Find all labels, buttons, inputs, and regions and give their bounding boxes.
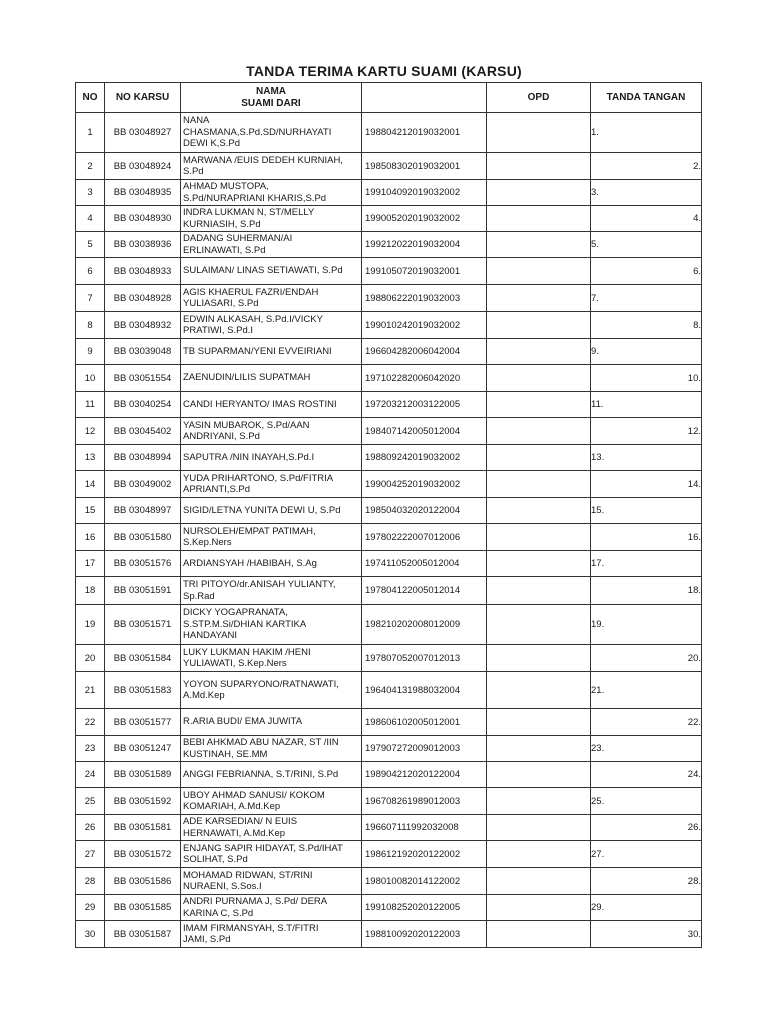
karsu-number: BB 03048935 xyxy=(105,180,181,206)
husband-name-line: MOHAMAD RIDWAN, ST/RINI xyxy=(183,869,313,881)
opd-cell xyxy=(487,418,591,445)
husband-name-line: YULIASARI, S.Pd xyxy=(183,298,259,309)
husband-name-line: DICKY YOGAPRANATA, xyxy=(183,607,288,619)
table-row xyxy=(76,921,702,948)
husband-name-cell xyxy=(181,605,362,645)
husband-name-line: AHMAD MUSTOPA, xyxy=(183,181,269,192)
signature-cell: 23. xyxy=(591,736,702,762)
employee-id: 197102282006042020 xyxy=(362,365,487,392)
row-number: 26 xyxy=(76,815,105,841)
table-row xyxy=(76,258,702,285)
husband-name-cell xyxy=(181,841,362,868)
signature-cell: 5. xyxy=(591,232,702,258)
husband-name-line: SAPUTRA /NIN INAYAH,S.Pd.I xyxy=(183,451,315,463)
husband-name-line: BEBI AHKMAD ABU NAZAR, ST /IIN xyxy=(183,737,339,748)
opd-cell xyxy=(487,709,591,736)
row-number: 25 xyxy=(76,788,105,815)
employee-id: 197804122005012014 xyxy=(362,577,487,605)
opd-cell xyxy=(487,605,591,645)
table-row xyxy=(76,365,702,392)
opd-cell xyxy=(487,551,591,577)
table-row xyxy=(76,471,702,498)
row-number: 3 xyxy=(76,180,105,206)
husband-name-cell xyxy=(181,709,362,736)
opd-cell xyxy=(487,895,591,921)
header-tanda-tangan: TANDA TANGAN xyxy=(591,83,702,113)
husband-name-line: YASIN MUBAROK, S.Pd/AAN xyxy=(183,419,310,431)
husband-name-line: YUDA PRIHARTONO, S.Pd/FITRIA xyxy=(183,472,334,484)
signature-cell: 21. xyxy=(591,672,702,709)
employee-id: 198809242019032002 xyxy=(362,445,487,471)
employee-id: 196607111992032008 xyxy=(362,815,487,841)
employee-id: 198810092020122003 xyxy=(362,921,487,948)
karsu-number: BB 03049002 xyxy=(105,471,181,498)
document-title: TANDA TERIMA KARTU SUAMI (KARSU) xyxy=(246,63,522,79)
employee-id: 199010242019032002 xyxy=(362,312,487,339)
karsu-number: BB 03048924 xyxy=(105,153,181,180)
husband-name-cell xyxy=(181,113,362,153)
table-row xyxy=(76,815,702,841)
karsu-number: BB 03048928 xyxy=(105,285,181,312)
employee-id: 196404131988032004 xyxy=(362,672,487,709)
husband-name-cell xyxy=(181,577,362,605)
husband-name-line: AGIS KHAERUL FAZRI/ENDAH xyxy=(183,286,319,298)
employee-id: 198904212020122004 xyxy=(362,762,487,788)
husband-name-line: LUKY LUKMAN HAKIM /HENI xyxy=(183,646,311,658)
table-row xyxy=(76,551,702,577)
husband-name-line: KURNIASIH, S.Pd xyxy=(183,218,261,230)
husband-name-cell xyxy=(181,921,362,948)
husband-name-cell xyxy=(181,762,362,788)
row-number: 27 xyxy=(76,841,105,868)
table-row xyxy=(76,788,702,815)
opd-cell xyxy=(487,736,591,762)
husband-name-line: KOMARIAH, A.Md.Kep xyxy=(183,801,281,812)
opd-cell xyxy=(487,206,591,232)
table-row xyxy=(76,153,702,180)
karsu-number: BB 03048933 xyxy=(105,258,181,285)
husband-name-cell xyxy=(181,339,362,365)
table-row xyxy=(76,605,702,645)
husband-name-line: CHASMANA,S.Pd.SD/NURHAYATI xyxy=(183,126,332,138)
husband-name-line: DADANG SUHERMAN/AI xyxy=(183,233,293,244)
signature-cell: 24. xyxy=(591,762,702,788)
karsu-number: BB 03048932 xyxy=(105,312,181,339)
karsu-number: BB 03051554 xyxy=(105,365,181,392)
row-number: 20 xyxy=(76,645,105,672)
karsu-number: BB 03051576 xyxy=(105,551,181,577)
header-no-karsu: NO KARSU xyxy=(105,83,181,113)
signature-cell: 4. xyxy=(591,206,702,232)
opd-cell xyxy=(487,258,591,285)
husband-name-cell xyxy=(181,868,362,895)
husband-name-cell xyxy=(181,153,362,180)
husband-name-line: APRIANTI,S.Pd xyxy=(183,484,251,495)
husband-name-cell xyxy=(181,180,362,206)
karsu-number: BB 03051589 xyxy=(105,762,181,788)
table-header-row xyxy=(76,83,702,113)
signature-cell: 3. xyxy=(591,180,702,206)
husband-name-line: ZAENUDIN/LILIS SUPATMAH xyxy=(183,372,311,384)
karsu-number: BB 03051586 xyxy=(105,868,181,895)
opd-cell xyxy=(487,645,591,672)
husband-name-line: NURSOLEH/EMPAT PATIMAH, xyxy=(183,525,316,537)
signature-cell: 11. xyxy=(591,392,702,418)
row-number: 17 xyxy=(76,551,105,577)
opd-cell xyxy=(487,232,591,258)
signature-cell: 7. xyxy=(591,285,702,312)
employee-id: 197411052005012004 xyxy=(362,551,487,577)
husband-name-line: ANGGI FEBRIANNA, S.T/RINI, S.Pd xyxy=(183,768,339,780)
husband-name-cell xyxy=(181,672,362,709)
karsu-number: BB 03051583 xyxy=(105,672,181,709)
header-nip xyxy=(362,83,487,113)
karsu-number: BB 03051581 xyxy=(105,815,181,841)
signature-cell: 9. xyxy=(591,339,702,365)
husband-name-cell xyxy=(181,206,362,232)
husband-name-cell xyxy=(181,815,362,841)
signature-cell: 26. xyxy=(591,815,702,841)
table-row xyxy=(76,498,702,524)
table-row xyxy=(76,339,702,365)
opd-cell xyxy=(487,524,591,551)
employee-id: 198612192020122002 xyxy=(362,841,487,868)
karsu-number: BB 03051587 xyxy=(105,921,181,948)
signature-cell: 12. xyxy=(591,418,702,445)
employee-id: 199108252020122005 xyxy=(362,895,487,921)
signature-cell: 13. xyxy=(591,445,702,471)
table-row xyxy=(76,577,702,605)
husband-name-line: S.Pd/NURAPRIANI KHARIS,S.Pd xyxy=(183,192,327,204)
opd-cell xyxy=(487,445,591,471)
karsu-number: BB 03040254 xyxy=(105,392,181,418)
husband-name-cell xyxy=(181,418,362,445)
table-row xyxy=(76,180,702,206)
husband-name-line: KUSTINAH, SE.MM xyxy=(183,748,268,760)
table-row xyxy=(76,895,702,921)
employee-id: 199104092019032002 xyxy=(362,180,487,206)
employee-id: 198806222019032003 xyxy=(362,285,487,312)
husband-name-line: ARDIANSYAH /HABIBAH, S.Ag xyxy=(183,557,317,569)
table-row xyxy=(76,206,702,232)
row-number: 13 xyxy=(76,445,105,471)
table-row xyxy=(76,762,702,788)
employee-id: 198407142005012004 xyxy=(362,418,487,445)
row-number: 4 xyxy=(76,206,105,232)
table-row xyxy=(76,232,702,258)
opd-cell xyxy=(487,153,591,180)
karsu-number: BB 03048927 xyxy=(105,113,181,153)
table-row xyxy=(76,113,702,153)
row-number: 28 xyxy=(76,868,105,895)
table-row xyxy=(76,868,702,895)
opd-cell xyxy=(487,788,591,815)
husband-name-line: S.Kep.Ners xyxy=(183,537,232,548)
row-number: 7 xyxy=(76,285,105,312)
husband-name-line: NANA xyxy=(183,115,210,127)
opd-cell xyxy=(487,113,591,153)
husband-name-line: UBOY AHMAD SANUSI/ KOKOM xyxy=(183,789,325,801)
husband-name-cell xyxy=(181,788,362,815)
husband-name-line: YOYON SUPARYONO/RATNAWATI, xyxy=(183,678,339,690)
husband-name-line: INDRA LUKMAN N, ST/MELLY xyxy=(183,207,315,218)
karsu-receipt-table xyxy=(75,82,702,948)
husband-name-cell xyxy=(181,258,362,285)
employee-id: 196604282006042004 xyxy=(362,339,487,365)
husband-name-cell xyxy=(181,312,362,339)
signature-cell: 28. xyxy=(591,868,702,895)
karsu-number: BB 03051571 xyxy=(105,605,181,645)
opd-cell xyxy=(487,921,591,948)
table-row xyxy=(76,418,702,445)
table-row xyxy=(76,524,702,551)
husband-name-line: HANDAYANI xyxy=(183,630,238,642)
table-row xyxy=(76,312,702,339)
row-number: 12 xyxy=(76,418,105,445)
husband-name-line: EDWIN ALKASAH, S.Pd.I/VICKY xyxy=(183,313,323,325)
husband-name-line: S.STP.M.Si/DHIAN KARTIKA xyxy=(183,618,307,630)
husband-name-cell xyxy=(181,471,362,498)
employee-id: 197907272009012003 xyxy=(362,736,487,762)
karsu-number: BB 03048930 xyxy=(105,206,181,232)
opd-cell xyxy=(487,498,591,524)
employee-id: 197807052007012013 xyxy=(362,645,487,672)
husband-name-line: YULIAWATI, S.Kep.Ners xyxy=(183,658,287,669)
karsu-number: BB 03051572 xyxy=(105,841,181,868)
row-number: 11 xyxy=(76,392,105,418)
header-nama xyxy=(181,83,362,113)
signature-cell: 20. xyxy=(591,645,702,672)
table-row xyxy=(76,645,702,672)
husband-name-cell xyxy=(181,498,362,524)
karsu-number: BB 03051247 xyxy=(105,736,181,762)
husband-name-line: ERLINAWATI, S.Pd xyxy=(183,244,266,256)
employee-id: 199105072019032001 xyxy=(362,258,487,285)
husband-name-line: CANDI HERYANTO/ IMAS ROSTINI xyxy=(183,398,337,410)
karsu-number: BB 03039048 xyxy=(105,339,181,365)
row-number: 9 xyxy=(76,339,105,365)
karsu-number: BB 03038936 xyxy=(105,232,181,258)
signature-cell: 8. xyxy=(591,312,702,339)
karsu-number: BB 03051592 xyxy=(105,788,181,815)
husband-name-line: KARINA C, S.Pd xyxy=(183,907,254,919)
husband-name-line: ANDRIYANI, S.Pd xyxy=(183,431,260,442)
opd-cell xyxy=(487,471,591,498)
employee-id: 198804212019032001 xyxy=(362,113,487,153)
karsu-number: BB 03048994 xyxy=(105,445,181,471)
signature-cell: 30. xyxy=(591,921,702,948)
signature-cell: 29. xyxy=(591,895,702,921)
husband-name-line: SOLIHAT, S.Pd xyxy=(183,854,248,865)
row-number: 6 xyxy=(76,258,105,285)
karsu-number: BB 03045402 xyxy=(105,418,181,445)
karsu-number: BB 03051584 xyxy=(105,645,181,672)
signature-cell: 18. xyxy=(591,577,702,605)
employee-id: 198504032020122004 xyxy=(362,498,487,524)
husband-name-line: MARWANA /EUIS DEDEH KURNIAH, xyxy=(183,154,343,166)
opd-cell xyxy=(487,339,591,365)
employee-id: 196708261989012003 xyxy=(362,788,487,815)
husband-name-line: ADE KARSEDIAN/ N EUIS xyxy=(183,816,298,827)
karsu-number: BB 03051591 xyxy=(105,577,181,605)
row-number: 18 xyxy=(76,577,105,605)
karsu-number: BB 03051577 xyxy=(105,709,181,736)
husband-name-line: IMAM FIRMANSYAH, S.T/FITRI xyxy=(183,922,319,934)
table-row xyxy=(76,285,702,312)
opd-cell xyxy=(487,841,591,868)
row-number: 1 xyxy=(76,113,105,153)
opd-cell xyxy=(487,312,591,339)
opd-cell xyxy=(487,180,591,206)
row-number: 24 xyxy=(76,762,105,788)
row-number: 14 xyxy=(76,471,105,498)
husband-name-line: NURAENI, S.Sos.I xyxy=(183,881,262,892)
husband-name-cell xyxy=(181,895,362,921)
husband-name-line: HERNAWATI, A.Md.Kep xyxy=(183,827,286,839)
husband-name-cell xyxy=(181,285,362,312)
husband-name-line: ENJANG SAPIR HIDAYAT, S.Pd/IHAT xyxy=(183,842,343,854)
row-number: 15 xyxy=(76,498,105,524)
husband-name-line: TRI PITOYO/dr.ANISAH YULIANTY, xyxy=(183,579,336,590)
row-number: 16 xyxy=(76,524,105,551)
header-nama-line1: NAMA xyxy=(256,85,286,97)
employee-id: 197802222007012006 xyxy=(362,524,487,551)
karsu-number: BB 03048997 xyxy=(105,498,181,524)
table-row xyxy=(76,841,702,868)
husband-name-cell xyxy=(181,524,362,551)
karsu-number: BB 03051580 xyxy=(105,524,181,551)
husband-name-line: SIGID/LETNA YUNITA DEWI U, S.Pd xyxy=(183,504,341,516)
signature-cell: 17. xyxy=(591,551,702,577)
table-row xyxy=(76,709,702,736)
karsu-number: BB 03051585 xyxy=(105,895,181,921)
table-row xyxy=(76,392,702,418)
husband-name-line: ANDRI PURNAMA J, S.Pd/ DERA xyxy=(183,896,328,907)
row-number: 30 xyxy=(76,921,105,948)
husband-name-line: JAMI, S.Pd xyxy=(183,934,231,945)
header-no: NO xyxy=(76,83,105,113)
table-row xyxy=(76,445,702,471)
opd-cell xyxy=(487,868,591,895)
husband-name-line: DEWI K,S.Pd xyxy=(183,138,241,150)
husband-name-line: Sp.Rad xyxy=(183,590,215,602)
husband-name-cell xyxy=(181,232,362,258)
husband-name-cell xyxy=(181,445,362,471)
husband-name-cell xyxy=(181,365,362,392)
husband-name-cell xyxy=(181,551,362,577)
signature-cell: 10. xyxy=(591,365,702,392)
employee-id: 198210202008012009 xyxy=(362,605,487,645)
opd-cell xyxy=(487,285,591,312)
row-number: 23 xyxy=(76,736,105,762)
signature-cell: 16. xyxy=(591,524,702,551)
employee-id: 199005202019032002 xyxy=(362,206,487,232)
signature-cell: 14. xyxy=(591,471,702,498)
table-row xyxy=(76,736,702,762)
opd-cell xyxy=(487,815,591,841)
opd-cell xyxy=(487,392,591,418)
row-number: 8 xyxy=(76,312,105,339)
husband-name-line: S.Pd xyxy=(183,166,204,177)
row-number: 29 xyxy=(76,895,105,921)
signature-cell: 1. xyxy=(591,113,702,153)
row-number: 2 xyxy=(76,153,105,180)
signature-cell: 6. xyxy=(591,258,702,285)
husband-name-cell xyxy=(181,736,362,762)
employee-id: 199004252019032002 xyxy=(362,471,487,498)
signature-cell: 15. xyxy=(591,498,702,524)
row-number: 5 xyxy=(76,232,105,258)
table-row xyxy=(76,672,702,709)
opd-cell xyxy=(487,672,591,709)
employee-id: 198010082014122002 xyxy=(362,868,487,895)
row-number: 10 xyxy=(76,365,105,392)
signature-cell: 19. xyxy=(591,605,702,645)
husband-name-cell xyxy=(181,392,362,418)
employee-id: 199212022019032004 xyxy=(362,232,487,258)
opd-cell xyxy=(487,762,591,788)
signature-cell: 27. xyxy=(591,841,702,868)
husband-name-line: PRATIWI, S.Pd.I xyxy=(183,325,254,336)
signature-cell: 25. xyxy=(591,788,702,815)
husband-name-line: TB SUPARMAN/YENI EVVEIRIANI xyxy=(183,345,332,357)
header-opd: OPD xyxy=(487,83,591,113)
signature-cell: 2. xyxy=(591,153,702,180)
signature-cell: 22. xyxy=(591,709,702,736)
opd-cell xyxy=(487,365,591,392)
row-number: 19 xyxy=(76,605,105,645)
employee-id: 198606102005012001 xyxy=(362,709,487,736)
husband-name-line: A.Md.Kep xyxy=(183,690,225,701)
row-number: 22 xyxy=(76,709,105,736)
opd-cell xyxy=(487,577,591,605)
husband-name-line: R.ARIA BUDI/ EMA JUWITA xyxy=(183,716,303,728)
employee-id: 198508302019032001 xyxy=(362,153,487,180)
row-number: 21 xyxy=(76,672,105,709)
header-nama-line2: SUAMI DARI xyxy=(241,97,301,109)
employee-id: 197203212003122005 xyxy=(362,392,487,418)
husband-name-line: SULAIMAN/ LINAS SETIAWATI, S.Pd xyxy=(183,265,343,277)
husband-name-cell xyxy=(181,645,362,672)
